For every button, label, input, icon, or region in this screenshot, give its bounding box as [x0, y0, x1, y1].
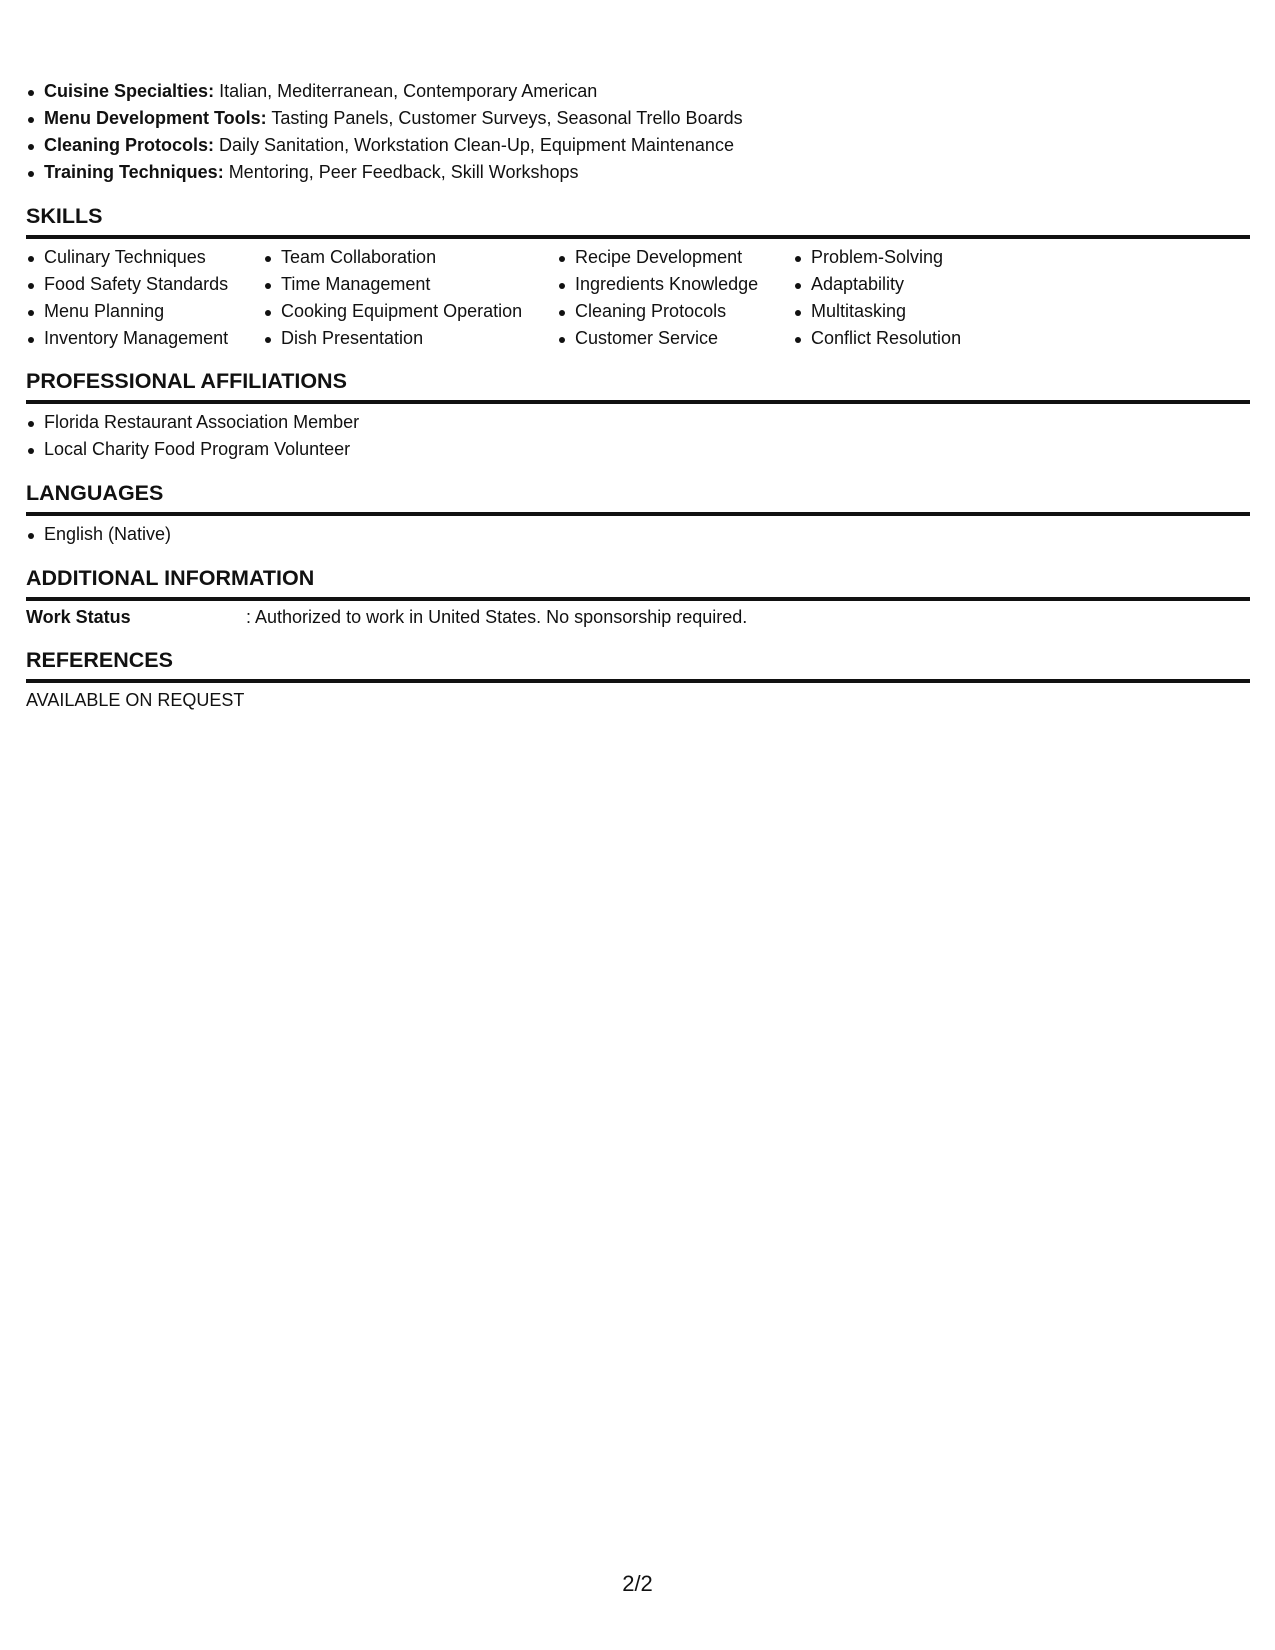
item-text: Italian, Mediterranean, Contemporary American	[214, 81, 598, 101]
skill-item: Recipe Development	[557, 244, 758, 271]
item-label: Cuisine Specialties:	[44, 81, 215, 101]
skills-column	[26, 244, 228, 352]
item-text: Tasting Panels, Customer Surveys, Seasonal Trello Boards	[266, 108, 743, 128]
section-title-languages: LANGUAGES	[26, 480, 1250, 516]
skills-column	[793, 244, 961, 352]
references-text: AVAILABLE ON REQUEST	[26, 690, 245, 710]
item-label: Menu Development Tools:	[44, 108, 267, 128]
skill-item: Cleaning Protocols	[557, 298, 758, 325]
skills-column	[557, 244, 758, 352]
languages-list	[26, 521, 171, 548]
skill-item: Ingredients Knowledge	[557, 271, 758, 298]
list-item	[26, 132, 743, 159]
skill-item: Dish Presentation	[263, 325, 522, 352]
section-title-references: REFERENCES	[26, 647, 1250, 683]
list-item	[26, 78, 743, 105]
work-status-label: Work Status	[26, 607, 131, 627]
skill-item: Conflict Resolution	[793, 325, 961, 352]
work-status-value: : Authorized to work in United States. No sponsorship required.	[246, 607, 748, 627]
skill-item: Adaptability	[793, 271, 961, 298]
item-text: Mentoring, Peer Feedback, Skill Workshops	[223, 162, 579, 182]
skill-item: Team Collaboration	[263, 244, 522, 271]
skills-column	[263, 244, 522, 352]
skill-item: Menu Planning	[26, 298, 228, 325]
specialties-list	[26, 78, 743, 186]
skill-item: Food Safety Standards	[26, 271, 228, 298]
item-label: Cleaning Protocols:	[44, 135, 215, 155]
section-title-additional-information: ADDITIONAL INFORMATION	[26, 565, 1250, 601]
skill-item: Customer Service	[557, 325, 758, 352]
skill-item: Inventory Management	[26, 325, 228, 352]
list-item: Florida Restaurant Association Member	[26, 409, 359, 436]
page-number: 2/2	[622, 1571, 653, 1596]
skill-item: Time Management	[263, 271, 522, 298]
skill-item: Multitasking	[793, 298, 961, 325]
list-item	[26, 105, 743, 132]
list-item	[26, 159, 743, 186]
section-title-affiliations: PROFESSIONAL AFFILIATIONS	[26, 368, 1250, 404]
skill-item: Cooking Equipment Operation	[263, 298, 522, 325]
list-item: English (Native)	[26, 521, 171, 548]
list-item: Local Charity Food Program Volunteer	[26, 436, 359, 463]
skill-item: Problem-Solving	[793, 244, 961, 271]
skill-item: Culinary Techniques	[26, 244, 228, 271]
item-text: Daily Sanitation, Workstation Clean-Up, Equipment Maintenance	[214, 135, 734, 155]
affiliations-list	[26, 409, 359, 463]
item-label: Training Techniques:	[44, 162, 224, 182]
section-title-skills: SKILLS	[26, 203, 1250, 239]
